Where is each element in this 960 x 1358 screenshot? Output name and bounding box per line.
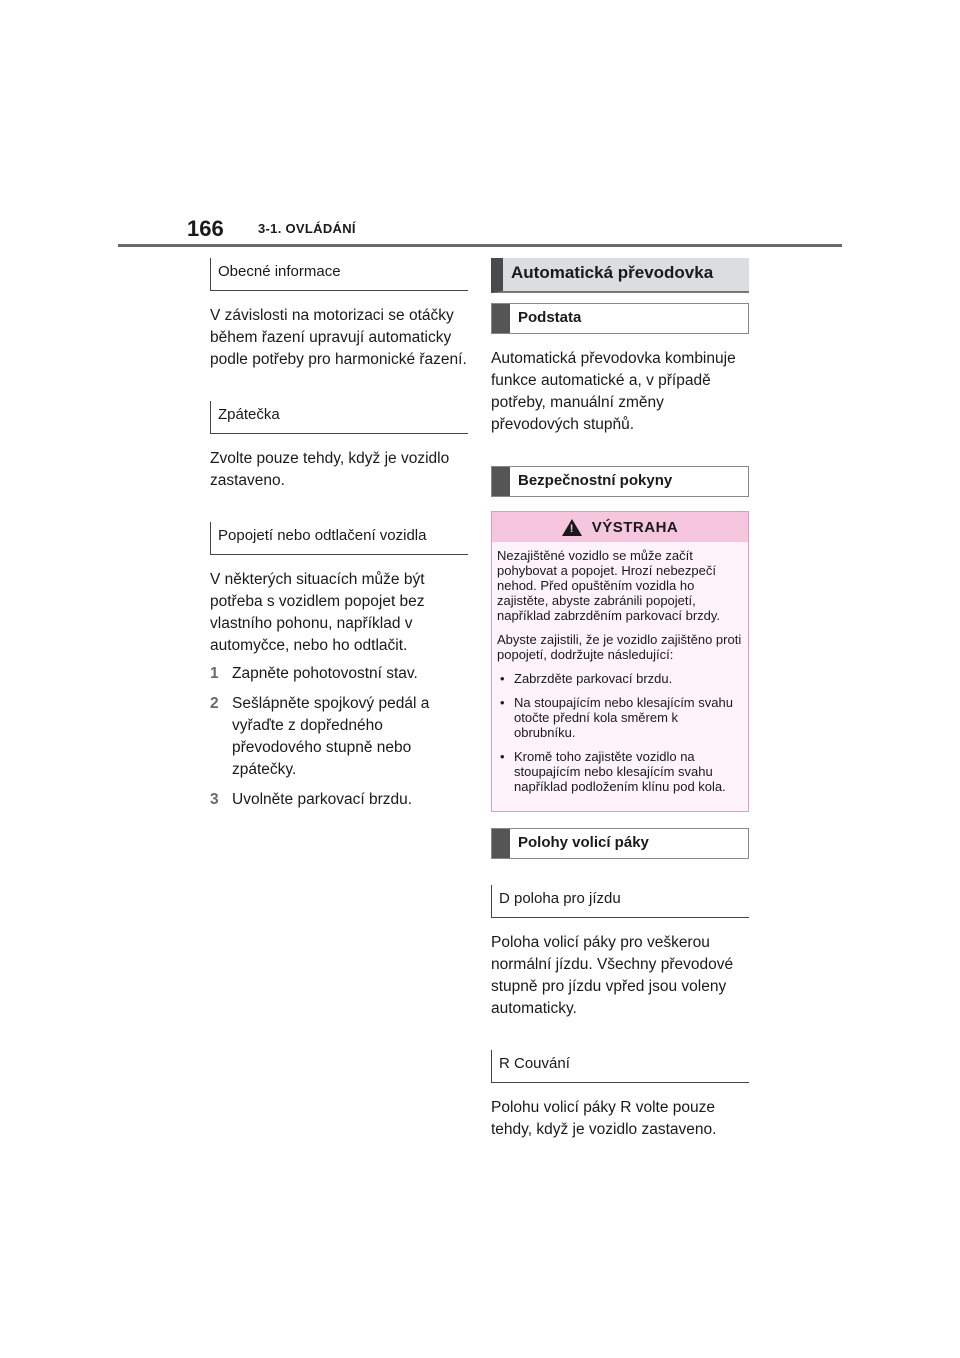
subsection-label: Polohy volicí páky bbox=[518, 834, 649, 851]
right-column bbox=[491, 258, 749, 1171]
step-text: Sešlápněte spojkový pedál a vyřaďte z dopředného převodového stupně nebo zpátečky. bbox=[232, 695, 430, 778]
warning-label: VÝSTRAHA bbox=[591, 518, 679, 536]
chapter-title: 3-1. OVLÁDÁNÍ bbox=[258, 221, 356, 236]
step-text: Uvolněte parkovací brzdu. bbox=[232, 791, 413, 808]
page-number: 166 bbox=[187, 216, 224, 241]
warning-paragraph: Abyste zajistili, že je vozidlo zajištěno proti popojetí, dodržujte následující: bbox=[497, 632, 742, 662]
subsection-bar bbox=[492, 829, 510, 858]
warning-triangle-icon: ! bbox=[562, 519, 582, 536]
subheading-general: Obecné informace bbox=[210, 258, 468, 291]
step-number: 2 bbox=[210, 695, 219, 712]
subsection-safety bbox=[491, 466, 749, 497]
subsection-bar bbox=[492, 467, 510, 496]
step-item bbox=[210, 693, 468, 781]
list-item: • Na stoupajícím nebo klesajícím svahu otočte přední kola směrem k obrubníku. bbox=[497, 695, 742, 740]
subsection-basics bbox=[491, 303, 749, 334]
subheading-drive: D poloha pro jízdu bbox=[491, 885, 749, 918]
step-number: 1 bbox=[210, 665, 219, 682]
paragraph-reverse: Zvolte pouze tehdy, když je vozidlo zastaveno. bbox=[210, 450, 450, 489]
step-number: 3 bbox=[210, 791, 219, 808]
paragraph-general: V závislosti na motorizaci se otáčky během řazení upravují automaticky podle potřeby pro harmonické řazení. bbox=[210, 307, 467, 368]
list-item: • Zabrzděte parkovací brzdu. bbox=[497, 671, 742, 686]
subheading-push: Popojetí nebo odtlačení vozidla bbox=[210, 522, 468, 555]
subsection-positions bbox=[491, 828, 749, 859]
warning-paragraph: Nezajištěné vozidlo se může začít pohybovat a popojet. Hrozí nebezpečí nehod. Před opuštěním vozidla ho zajistěte, abyste zabránili popojetí, například zabrzděním parkovací brzdy. bbox=[497, 548, 721, 623]
subsection-bar bbox=[492, 304, 510, 333]
list-item: • Kromě toho zajistěte vozidlo na stoupajícím nebo klesajícím svahu například podložením klínu pod kola. bbox=[497, 749, 742, 794]
subsection-label: Podstata bbox=[518, 309, 582, 326]
step-item bbox=[210, 789, 468, 811]
step-text: Zapněte pohotovostní stav. bbox=[232, 665, 418, 682]
subheading-reverse: Zpátečka bbox=[210, 401, 468, 434]
warning-header bbox=[492, 512, 748, 542]
step-item bbox=[210, 663, 468, 685]
paragraph-basics: Automatická převodovka kombinuje funkce automatické a, v případě potřeby, manuální změny převodových stupňů. bbox=[491, 350, 736, 433]
left-column bbox=[210, 258, 468, 819]
warning-body bbox=[492, 542, 748, 811]
warning-list bbox=[497, 671, 742, 794]
section-title: Automatická převodovka bbox=[491, 258, 749, 293]
paragraph-reverse-position: Polohu volicí páky R volte pouze tehdy, když je vozidlo zastaveno. bbox=[491, 1099, 717, 1138]
paragraph-drive: Poloha volicí páky pro veškerou normální jízdu. Všechny převodové stupně pro jízdu vpřed jsou voleny automaticky. bbox=[491, 934, 734, 1017]
paragraph-push: V některých situacích může být potřeba s vozidlem popojet bez vlastního pohonu, například v automyčce, nebo ho odtlačit. bbox=[210, 571, 425, 654]
warning-box bbox=[491, 511, 749, 812]
subheading-reverse-position: R Couvání bbox=[491, 1050, 749, 1083]
subsection-label: Bezpečnostní pokyny bbox=[518, 472, 673, 489]
header-rule bbox=[118, 244, 842, 247]
